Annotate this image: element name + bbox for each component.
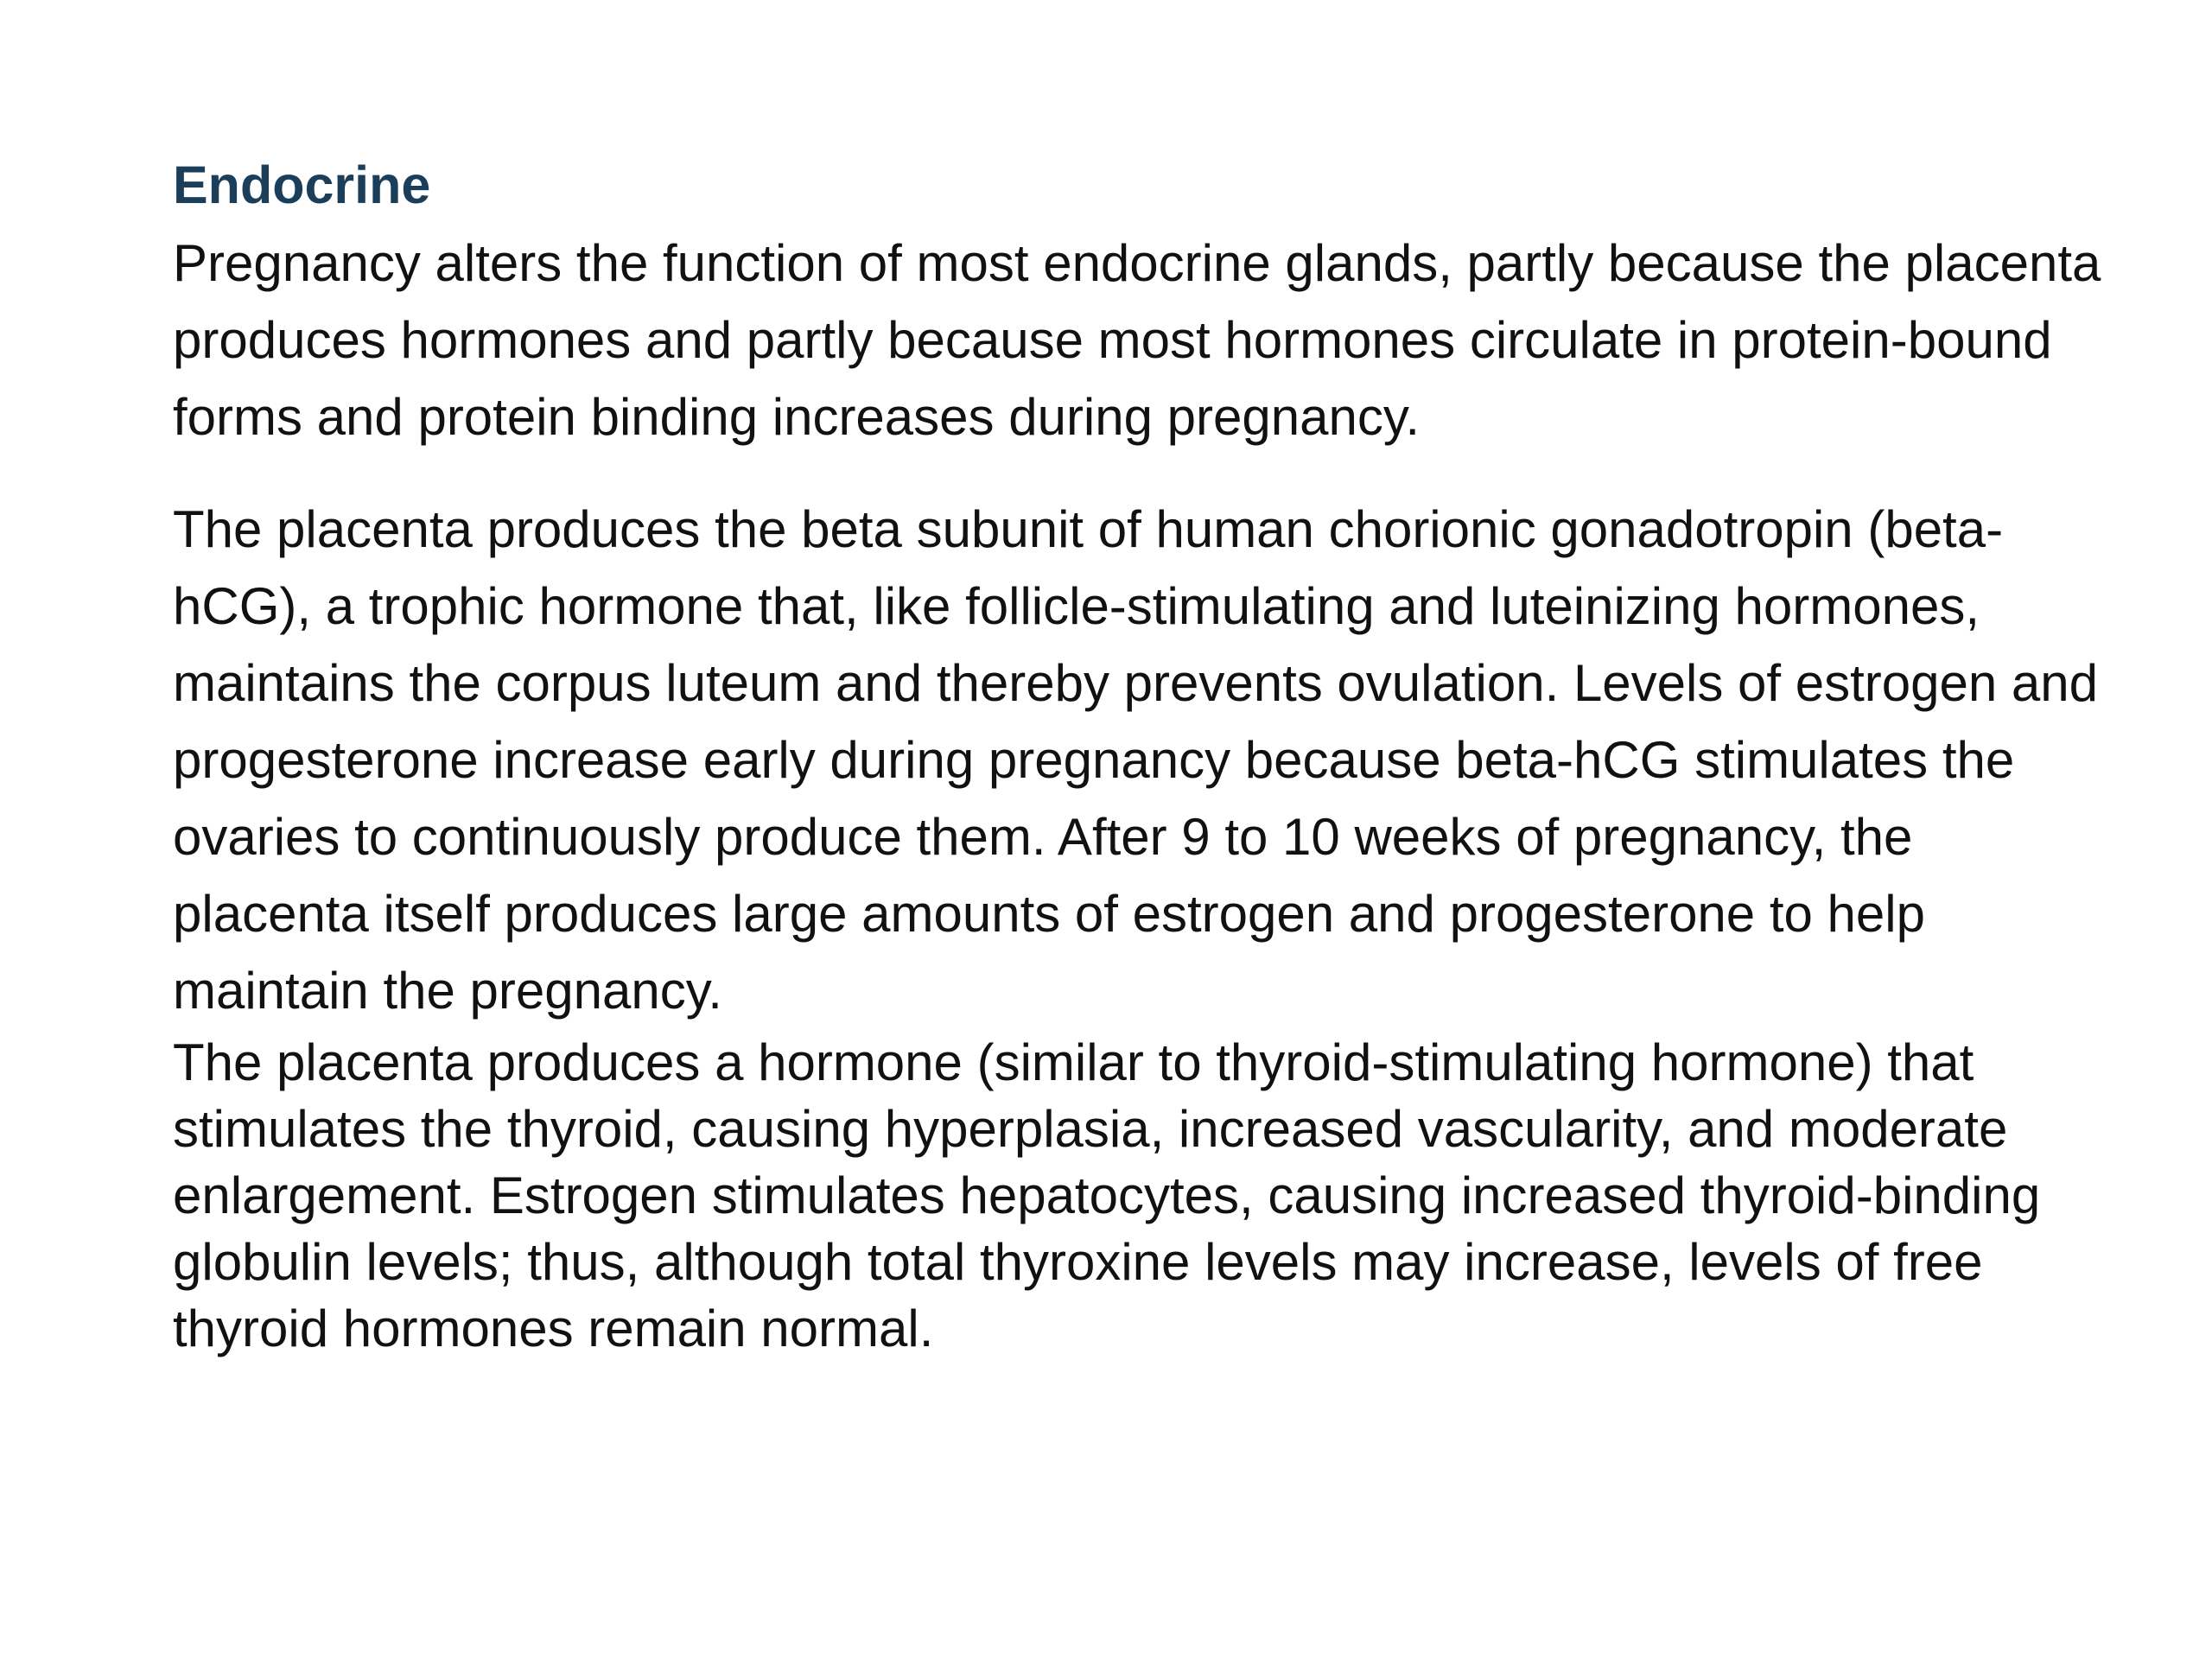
paragraph-hcg: The placenta produces the beta subunit of human chorionic gonadotropin (beta-hCG), a trophic hormone that, like follicle-stimulating and luteinizing hormones, maintains the corpus luteum and thereby prevents ovulation. Levels of estrogen and progesterone increase early during pregnancy because beta-hCG stimulates the ovaries to continuously produce them. After 9 to 10 weeks of pregnancy, the placenta itself produces large amounts of estrogen and progesterone to help maintain the pregnancy. [173, 500, 2099, 1020]
paragraph-intro: Pregnancy alters the function of most endocrine glands, partly because the placenta produces hormones and partly because most hormones circulate in protein-bound forms and protein binding increases during pregnancy. [173, 234, 2101, 446]
document-page [173, 154, 2108, 1362]
paragraph-thyroid: The placenta produces a hormone (similar to thyroid-stimulating hormone) that stimulates the thyroid, causing hyperplasia, increased vascularity, and moderate enlargement. Estrogen stimulates hepatocytes, causing increased thyroid-binding globulin levels; thus, although total thyroxine levels may increase, levels of free thyroid hormones remain normal. [173, 1033, 2041, 1357]
section-title: Endocrine [173, 156, 431, 214]
